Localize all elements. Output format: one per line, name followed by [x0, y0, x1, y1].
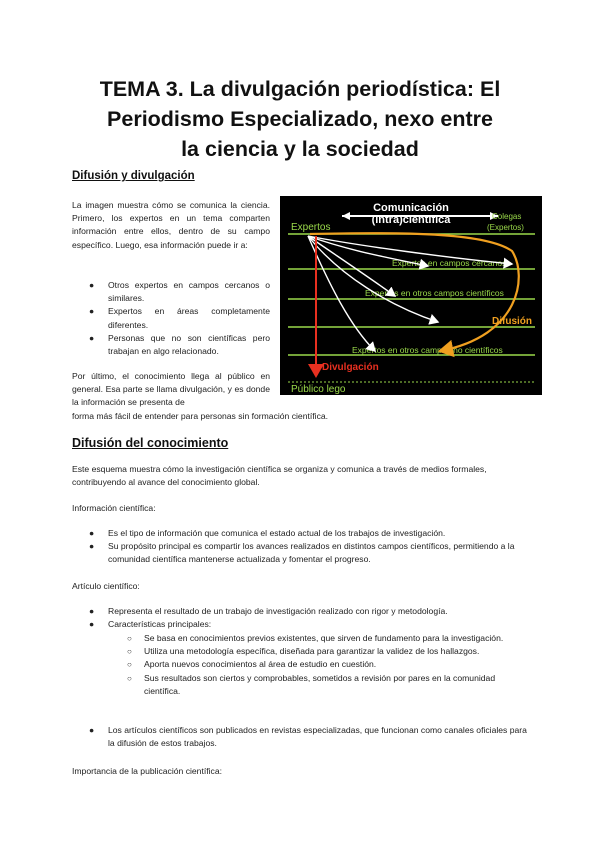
section1-bullet-list [89, 279, 270, 358]
bullet-icon: ● [89, 306, 95, 317]
list-item: ○ Se basa en conocimientos previos existentes, que sirven de fundamento para la investigación. [144, 632, 526, 645]
section-heading-difusion-conocimiento: Difusión del conocimiento [72, 436, 229, 450]
circle-bullet-icon: ○ [127, 660, 132, 670]
bullet-icon: ● [89, 541, 95, 552]
circle-bullet-icon: ○ [127, 673, 132, 683]
bullet-icon: ● [89, 332, 95, 343]
communication-diagram [280, 196, 542, 395]
list-item: ● Los artículos científicos son publicados en revistas especializadas, que funcionan como canales oficiales para la difusión de estos trabajos. [89, 725, 527, 749]
list-item: ○ Aporta nuevos conocimientos al área de estudio en cuestión. [144, 658, 526, 671]
public-label: Público lego [291, 384, 346, 395]
near-fields-label: Expertos en campos cercanos [392, 258, 507, 268]
list-item: ● Expertos en áreas completamente diferentes. [89, 306, 270, 330]
non-scientific-label: Expertos en otros campos no científicos [352, 345, 503, 355]
section1-intro: La imagen muestra cómo se comunica la ciencia. Primero, los expertos en un tema comparten información entre ellos, dentro de su campo específico. Luego, esa información puede ir a: [72, 200, 270, 250]
list-item: ● Características principales: [108, 618, 542, 631]
section1-outro-continued: forma más fácil de entender para personas sin formación científica. [72, 411, 329, 421]
diagram-svg [280, 196, 542, 395]
bullet-icon: ● [89, 725, 95, 735]
article-label: Artículo científico: [72, 581, 140, 591]
experts-label: Expertos [291, 222, 331, 233]
list-item: ● Otros expertos en campos cercanos o similares. [89, 280, 270, 304]
list-item: ○ Utiliza una metodología específica, diseñada para garantizar la validez de los hallazgos. [144, 645, 526, 658]
bullet-icon: ● [89, 606, 95, 616]
bullet-icon: ● [89, 619, 95, 630]
list-item: ○ Sus resultados son ciertos y comprobables, sometidos a revisión por pares en la comunidad científica. [127, 672, 496, 696]
bullet-icon: ● [89, 528, 95, 538]
article-bullet-list-2 [89, 724, 528, 750]
bullet-icon: ● [89, 280, 95, 290]
info-label: Información científica: [72, 503, 156, 513]
list-item: ● Su propósito principal es compartir los avances realizados en distintos campos científicos, permitiendo a la comunidad científica mantenerse actualizada y fomentar el progreso. [89, 541, 515, 565]
difusion-label: Difusión [492, 316, 532, 327]
diagram-title-line-2: (intra)científica [371, 214, 451, 226]
section1-outro: Por último, el conocimiento llega al público en general. Esa parte se llama divulgación, y es donde la información se presenta de [72, 371, 270, 408]
title-line-1: TEMA 3. La divulgación periodística: El [99, 77, 501, 101]
section2-intro: Este esquema muestra cómo la investigación científica se organiza y comunica a través de medios formales, contribuyendo al avance del conocimiento global. [72, 464, 487, 488]
list-item: ● Representa el resultado de un trabajo de investigación realizado con rigor y metodología. [108, 605, 542, 618]
colleagues-label-line-2: (Expertos) [487, 223, 524, 232]
characteristics-list [127, 632, 526, 698]
circle-bullet-icon: ○ [127, 647, 132, 657]
divulgacion-label: Divulgación [322, 362, 379, 373]
page-title [40, 74, 560, 164]
article-bullet-list [89, 605, 542, 631]
title-line-3: la ciencia y la sociedad [181, 137, 419, 161]
circle-bullet-icon: ○ [127, 634, 132, 643]
info-bullet-list [89, 527, 542, 567]
colleagues-label-line-1: Colegas [492, 212, 522, 221]
list-item: ● Es el tipo de información que comunica el estado actual de los trabajos de investigación. [108, 527, 542, 540]
diagram-title-line-1: Comunicación [373, 202, 449, 214]
importance-label: Importancia de la publicación científica: [72, 766, 222, 776]
list-item: ● Personas que no son científicas pero trabajan en algo relacionado. [89, 332, 270, 357]
section-heading-difusion-divulgacion: Difusión y divulgación [72, 170, 195, 182]
other-fields-label: Expertos en otros campos científicos [365, 288, 504, 298]
title-line-2: Periodismo Especializado, nexo entre [107, 107, 493, 131]
